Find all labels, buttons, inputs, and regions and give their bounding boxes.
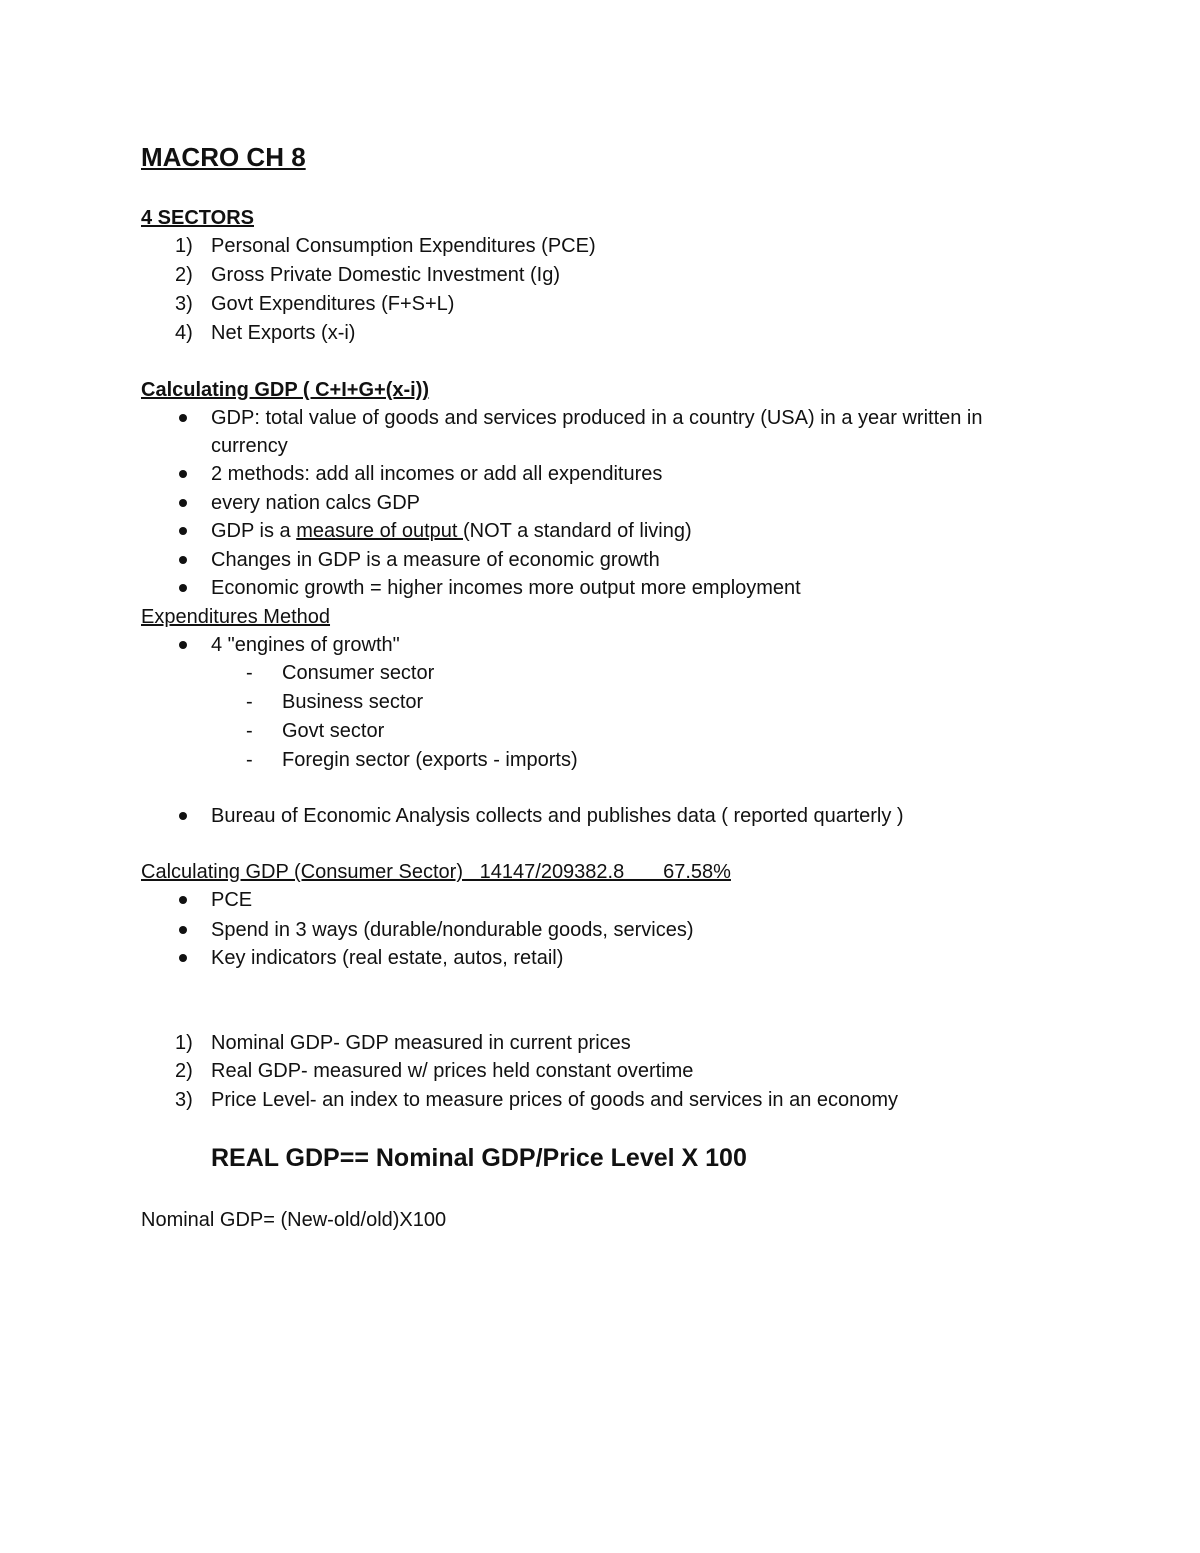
consumer-heading: Calculating GDP (Consumer Sector) 14147/209382.8 67.58%: [141, 861, 731, 883]
gdp-definition-cont: currency: [211, 435, 288, 457]
sector-item-3: Govt Expenditures (F+S+L): [211, 293, 455, 315]
dash-marker: -: [246, 720, 253, 742]
gdp-measure-prefix: GDP is a: [211, 520, 297, 542]
bullet-dot: [179, 584, 187, 592]
definition-num-2: 2): [175, 1060, 193, 1082]
bullet-dot: [179, 556, 187, 564]
sector-item-2: Gross Private Domestic Investment (Ig): [211, 264, 560, 286]
engine-foreign: Foregin sector (exports - imports): [282, 749, 578, 771]
dash-marker: -: [246, 691, 253, 713]
definition-real: Real GDP- measured w/ prices held constant overtime: [211, 1060, 694, 1082]
gdp-methods: 2 methods: add all incomes or add all expenditures: [211, 463, 663, 485]
consumer-spend: Spend in 3 ways (durable/nondurable goods, services): [211, 919, 694, 941]
sector-num-4: 4): [175, 322, 193, 344]
definition-num-3: 3): [175, 1089, 193, 1111]
bullet-dot: [179, 954, 187, 962]
bullet-dot: [179, 414, 187, 422]
gdp-definition: GDP: total value of goods and services produced in a country (USA) in a year written in: [211, 407, 983, 429]
sector-num-3: 3): [175, 293, 193, 315]
engine-govt: Govt sector: [282, 720, 385, 742]
bullet-dot: [179, 896, 187, 904]
sector-num-1: 1): [175, 235, 193, 257]
dash-marker: -: [246, 662, 253, 684]
gdp-measure-line: [211, 517, 692, 545]
engine-consumer: Consumer sector: [282, 662, 435, 684]
sector-item-1: Personal Consumption Expenditures (PCE): [211, 235, 596, 257]
sectors-heading: 4 SECTORS: [141, 207, 254, 229]
consumer-indicators: Key indicators (real estate, autos, retail): [211, 947, 564, 969]
bullet-dot: [179, 499, 187, 507]
definition-nominal: Nominal GDP- GDP measured in current prices: [211, 1032, 631, 1054]
bea-note: Bureau of Economic Analysis collects and publishes data ( reported quarterly ): [211, 805, 904, 827]
sector-item-4: Net Exports (x-i): [211, 322, 356, 344]
real-gdp-formula: REAL GDP== Nominal GDP/Price Level X 100: [211, 1144, 747, 1172]
page-title: MACRO CH 8: [141, 142, 306, 172]
nominal-gdp-formula: Nominal GDP= (New-old/old)X100: [141, 1209, 447, 1231]
bullet-dot: [179, 926, 187, 934]
gdp-measure-suffix: (NOT a standard of living): [463, 520, 692, 542]
engine-business: Business sector: [282, 691, 424, 713]
calc-gdp-heading: Calculating GDP ( C+I+G+(x-i)): [141, 379, 430, 401]
sector-num-2: 2): [175, 264, 193, 286]
bullet-dot: [179, 641, 187, 649]
gdp-growth: Economic growth = higher incomes more output more employment: [211, 577, 801, 599]
definition-price-level: Price Level- an index to measure prices of goods and services in an economy: [211, 1089, 899, 1111]
bullet-dot: [179, 812, 187, 820]
gdp-every-nation: every nation calcs GDP: [211, 492, 420, 514]
bullet-dot: [179, 470, 187, 478]
engines-of-growth: 4 "engines of growth": [211, 634, 400, 656]
gdp-measure-underlined: measure of output: [296, 520, 463, 542]
gdp-changes: Changes in GDP is a measure of economic growth: [211, 549, 660, 571]
expenditures-heading: Expenditures Method: [141, 606, 331, 628]
definition-num-1: 1): [175, 1032, 193, 1054]
consumer-pce: PCE: [211, 889, 253, 911]
bullet-dot: [179, 527, 187, 535]
dash-marker: -: [246, 749, 253, 771]
